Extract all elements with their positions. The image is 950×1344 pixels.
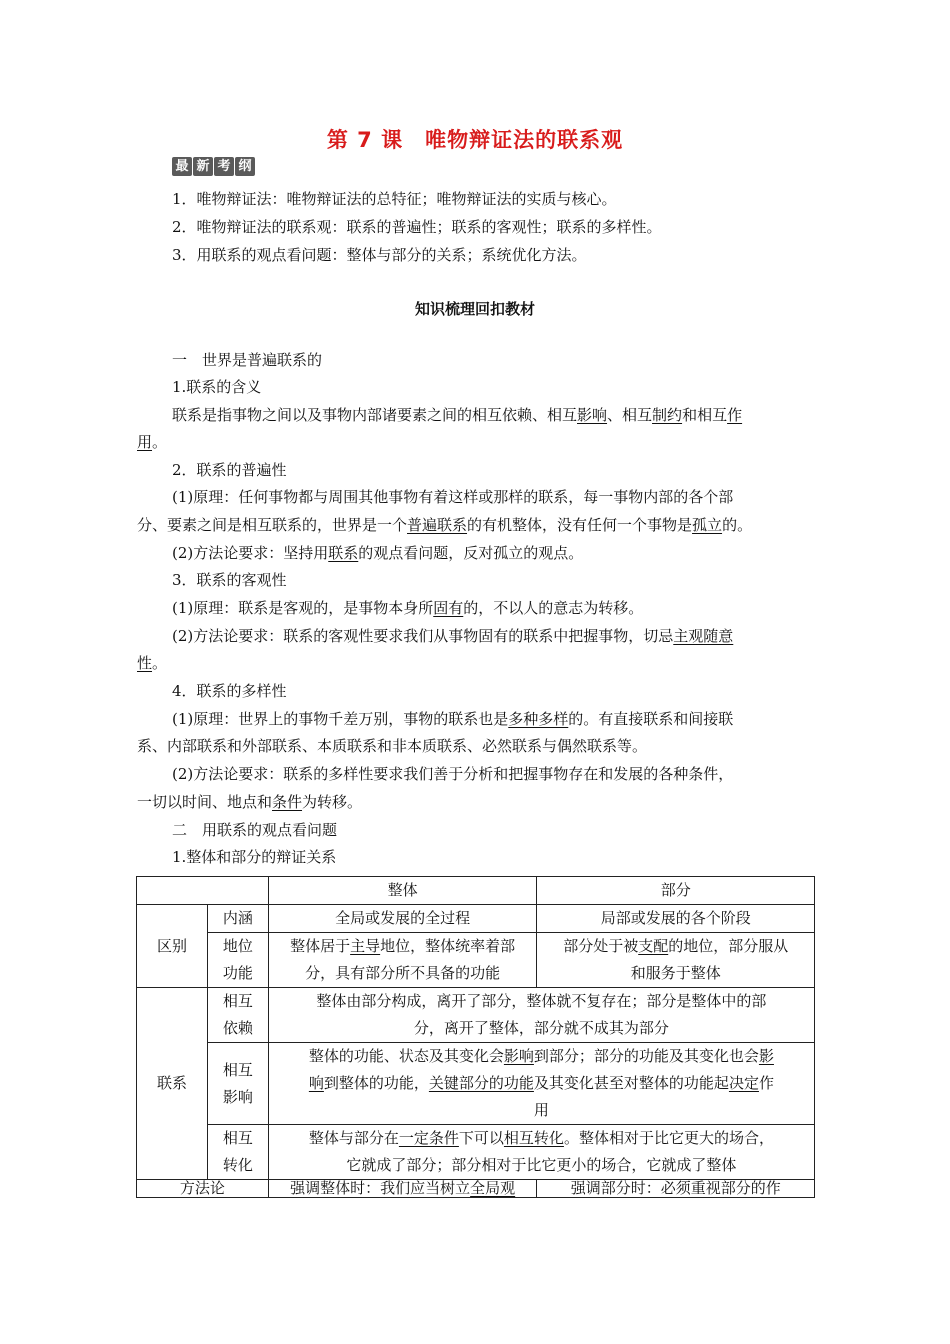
outline-item: 2．唯物辩证法的联系观：联系的普遍性；联系的客观性；联系的多样性。 <box>172 218 662 236</box>
outline-item: 3．用联系的观点看问题：整体与部分的关系；系统优化方法。 <box>172 246 587 264</box>
row-group-label: 联系 <box>137 988 208 1180</box>
badge-char: 纲 <box>235 157 255 176</box>
table-cell: 全局或发展的全过程 <box>268 905 537 933</box>
table-cell: 强调整体时：我们应当树立全局观 <box>268 1180 537 1198</box>
exam-outline-badge <box>172 157 255 176</box>
table-cell: 整体的功能、状态及其变化会影响到部分；部分的功能及其变化也会影 响到整体的功能，关键部分的功能及其变化甚至对整体的功能起决定作 用 <box>268 1043 814 1125</box>
subsection-title: 2．联系的普遍性 <box>172 461 287 479</box>
row-label: 相互 转化 <box>207 1125 268 1180</box>
table-cell: 整体由部分构成，离开了部分，整体就不复存在；部分是整体中的部 分，离开了整体，部分就不成其为部分 <box>268 988 814 1043</box>
subsection-title: 4．联系的多样性 <box>172 682 287 700</box>
paragraph-line: (2)方法论要求：坚持用联系的观点看问题，反对孤立的观点。 <box>172 544 584 562</box>
row-label: 内涵 <box>207 905 268 933</box>
badge-char: 考 <box>214 157 234 176</box>
part1-heading: 一 世界是普遍联系的 <box>172 351 323 369</box>
table-header: 整体 <box>268 877 537 905</box>
badge-char: 最 <box>172 157 192 176</box>
row-label: 相互 影响 <box>207 1043 268 1125</box>
table-cell: 强调部分时：必须重视部分的作 <box>537 1180 815 1198</box>
table-cell: 整体与部分在一定条件下可以相互转化。整体相对于比它更大的场合， 它就成了部分；部分相对于比它更小的场合，它就成了整体 <box>268 1125 814 1180</box>
paragraph-line: 联系是指事物之间以及事物内部诸要素之间的相互依赖、相互影响、相互制约和相互作 <box>172 406 743 424</box>
paragraph-line: 系、内部联系和外部联系、本质联系和非本质联系、必然联系与偶然联系等。 <box>137 737 648 755</box>
row-label: 地位 功能 <box>207 933 268 988</box>
row-group-label: 区别 <box>137 905 208 988</box>
table-row <box>137 1043 815 1125</box>
subsection-title: 3．联系的客观性 <box>172 571 287 589</box>
table-cell: 局部或发展的各个阶段 <box>537 905 815 933</box>
paragraph-line: 用。 <box>137 433 168 451</box>
row-group-label: 方法论 <box>137 1180 269 1198</box>
subsection-title: 1.整体和部分的辩证关系 <box>172 848 337 866</box>
paragraph-line: (1)原理：联系是客观的，是事物本身所固有的，不以人的意志为转移。 <box>172 599 644 617</box>
table-cell: 部分处于被支配的地位，部分服从 和服务于整体 <box>537 933 815 988</box>
subsection-title: 1.联系的含义 <box>172 378 262 396</box>
outline-item: 1．唯物辩证法：唯物辩证法的总特征；唯物辩证法的实质与核心。 <box>172 190 617 208</box>
paragraph-line: 一切以时间、地点和条件为转移。 <box>137 793 363 811</box>
paragraph-line: 性。 <box>137 654 168 672</box>
paragraph-line: (2)方法论要求：联系的多样性要求我们善于分析和把握事物存在和发展的各种条件， <box>172 765 734 783</box>
table-header: 部分 <box>537 877 815 905</box>
table-row <box>137 905 815 933</box>
part2-heading: 二 用联系的观点看问题 <box>172 821 338 839</box>
page-title: 第 7 课 唯物辩证法的联系观 <box>326 128 624 152</box>
table-row <box>137 1125 815 1180</box>
row-label: 相互 依赖 <box>207 988 268 1043</box>
table-row <box>137 933 815 988</box>
badge-char: 新 <box>193 157 213 176</box>
paragraph-line: 分、要素之间是相互联系的，世界是一个普遍联系的有机整体，没有任何一个事物是孤立的。 <box>137 516 753 534</box>
table-row <box>137 877 815 905</box>
section-title: 知识梳理回扣教材 <box>414 300 535 318</box>
table-row <box>137 988 815 1043</box>
paragraph-line: (1)原理：世界上的事物千差万别，事物的联系也是多种多样的。有直接联系和间接联 <box>172 710 734 728</box>
table-cell <box>137 877 269 905</box>
whole-part-table <box>136 876 815 1198</box>
table-cell: 整体居于主导地位，整体统率着部 分，具有部分所不具备的功能 <box>268 933 537 988</box>
table-row <box>137 1180 815 1198</box>
paragraph-line: (1)原理：任何事物都与周围其他事物有着这样或那样的联系，每一事物内部的各个部 <box>172 488 734 506</box>
paragraph-line: (2)方法论要求：联系的客观性要求我们从事物固有的联系中把握事物，切忌主观随意 <box>172 627 734 645</box>
